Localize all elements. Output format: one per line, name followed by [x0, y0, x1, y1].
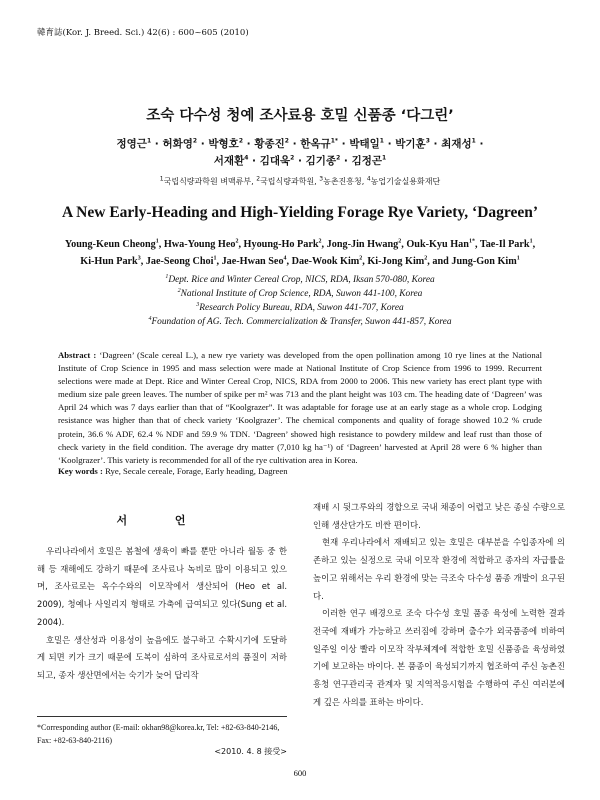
author-affiliation-mark: 2 [192, 137, 198, 145]
author-name: 김기종 [305, 155, 337, 167]
english-title: A New Early-Heading and High-Yielding Forage Rye Variety, ‘Dagreen’ [61, 204, 539, 221]
english-authors-line-1: Young-Keun Cheong$^1$, Hwa-Young Heo$^2$, Hyoung-Ho Park$^2$, Jong-Jin Hwang$^2$, Ouk-Kyu Han$^{1*}$, Tae-Il Park$^1$, [64, 238, 536, 250]
keywords-text: Rye, Secale cereale, Forage, Early heading, Dagreen [105, 466, 288, 476]
affiliation-line [0, 315, 600, 329]
english-authors [40, 236, 560, 270]
author-name: 박태일 [349, 138, 380, 150]
received-date: <2010. 4. 8 接受> [214, 747, 287, 756]
affiliation-name: 농업기술실용화재단 [370, 177, 441, 186]
author-name: 정영근 [116, 138, 147, 150]
author-affiliation-mark: 2 [238, 137, 244, 145]
author-name: Hwa-Young Heo [163, 239, 236, 250]
left-column [37, 499, 287, 685]
affiliation-name: 국립식량과학원, [260, 177, 320, 186]
abstract-text: ‘Dagreen’ (Scale cereal L.), a new rye variety was developed from the open pollination among 10 rye lines at the National Institute of Crop Science in 1995 and mass selection were made at National Institute of Crop Science from 1996 to 1999. Recurrent selections were made at Dept. Rice and Winter Cereal Crop, NICS, RDA from 2000 to 2006. This new variety has erect plant type with medium size pale green leaves. The number of spike per m² was 713 and the plant height was 103 cm. The heading date of ‘Dagreen’ was April 24 which was 7 days earlier than that of “Koolgrazer”. It was adaptable for forage use at an early stage as a whole crop. Lodging resistance was higher than that of check variety ‘Koolgrazer’. The chemical components and quality of forage showed 10.2 % crude protein, 36.6 % ADF, 62.4 % NDF and 59.9 % TDN. ‘Dagreen’ showed high resistance to powdery mildew and leaf rust than those of check variety in the field condition. The average dry matter (7,010 kg ha⁻¹) of ‘Dagreen’ harvested at April 28 were 6 % higher than ‘Koolgrazer’. This variety is recommended for all of the rye cultivation area in Korea. [58, 350, 542, 465]
journal-citation: 韓育誌(Kor. J. Breed. Sci.) 42(6) : 600~605 (2010) [37, 28, 249, 38]
author-name: Ki-Jong Kim [367, 256, 425, 267]
author-affiliation-mark: 2 [284, 137, 289, 145]
author-affiliation-mark: 1 [155, 238, 159, 245]
author-name: 박형호 [208, 138, 239, 150]
affiliation-mark: 2 [256, 175, 261, 183]
korean-authors [60, 136, 540, 170]
author-affiliation-mark: 1 [382, 154, 387, 162]
author-name: 김대욱 [259, 155, 291, 167]
author-name: 황종진 [254, 138, 285, 150]
keywords [58, 466, 542, 476]
left-paragraph-2: 호밀은 생산성과 이용성이 높음에도 불구하고 수확시기에 도달하게 되면 키가 크기 때문에 도복이 심하여 조사료로서의 품질이 저하되고, 종자 생산면에서는 숙기가 늦어 답리작 [37, 634, 287, 680]
english-affiliations [0, 273, 600, 329]
author-name: Jung-Gon Kim [451, 256, 517, 267]
affiliation-mark: 4 [148, 315, 152, 322]
affiliation-line [0, 301, 600, 315]
affiliation-line [0, 287, 600, 301]
affiliation-line [0, 273, 600, 287]
affiliation-mark: 4 [366, 175, 371, 183]
author-affiliation-mark: 1 [516, 255, 520, 262]
author-name: Ouk-Kyu Han [406, 239, 469, 250]
author-name: Young-Keun Cheong [64, 239, 156, 250]
author-name: 서재환 [213, 155, 245, 167]
affiliation-name: Dept. Rice and Winter Cereal Crop, NICS, RDA, Iksan 570-080, Korea [168, 275, 435, 285]
right-paragraph-3: 이러한 연구 배경으로 조숙 다수성 호밀 품종 육성에 노력한 결과 전국에 재배가 가능하고 쓰러짐에 강하며 출수가 외국품종에 비하여 일주일 이상 빨라 이모작 작부체계에 적합한 호밀 신품종을 육성하였기에 보고하는 바이다. 본 품종이 육성되기까지 협조하여 주신 농촌진흥청 연구관리국 관계자 및 지역적응시험을 수행하여 주신 여러분에게 깊은 사의를 표하는 바이다. [313, 608, 565, 707]
author-name: 박기훈 [395, 138, 426, 150]
left-paragraph-1: 우리나라에서 호밀은 봄철에 생육이 빠를 뿐만 아니라 월동 중 한해 등 재해에도 강하기 때문에 조사료나 녹비로 많이 이용되고 있으며, 조사료로는 옥수수와의 이모작에서 생산되어 (Heo et al. 2009), 청예나 사일리지 형태로 가축에 급여되고 있다(Sung et al. 2004). [37, 546, 287, 627]
author-affiliation-mark: 3 [137, 255, 141, 262]
korean-authors-line-1: 정영근$^1$ · 허화영$^2$ · 박형호$^2$ · 황종진$^2$ · 한옥규$^{1*}$ · 박태일$^1$ · 박기훈$^3$ · 최재성$^1$ · [116, 137, 484, 150]
affiliation-mark: 3 [319, 175, 324, 183]
author-affiliation-mark: 1 [379, 137, 384, 145]
korean-affiliations [0, 176, 600, 187]
footnote-divider [37, 716, 287, 717]
author-affiliation-mark: 4 [283, 255, 287, 262]
author-affiliation-mark: 1 [146, 137, 152, 145]
author-affiliation-mark: 1 [529, 238, 533, 245]
right-column [313, 499, 565, 711]
korean-authors-line-2: 서재환$^4$ · 김대욱$^2$ · 김기종$^2$ · 김정곤$^1$ [213, 154, 387, 167]
author-affiliation-mark: 2 [336, 154, 341, 162]
affiliation-name: Foundation of AG. Tech. Commercialization & Transfer, Suwon 441-857, Korea [151, 317, 452, 327]
affiliation-mark: 1 [159, 175, 164, 183]
author-affiliation-mark: 2 [398, 238, 402, 245]
affiliation-name: National Institute of Crop Science, RDA, Suwon 441-100, Korea [180, 289, 423, 299]
author-name: Dae-Wook Kim [291, 256, 360, 267]
author-affiliation-mark: 2 [318, 238, 322, 245]
affiliation-mark: 3 [196, 301, 200, 308]
author-affiliation-mark: 1 [471, 137, 476, 145]
author-name: Ki-Hun Park [80, 256, 138, 267]
author-name: Jong-Jin Hwang [326, 239, 399, 250]
author-affiliation-mark: 2 [290, 154, 295, 162]
abstract [58, 349, 542, 467]
author-name: 허화영 [162, 138, 193, 150]
right-paragraph-1: 재배 시 뒷그루와의 경합으로 국내 채종이 어렵고 낮은 종실 수량으로 인해 생산단가도 비싼 편이다. [313, 502, 565, 530]
affiliation-mark: 2 [177, 287, 181, 294]
affiliation-mark: 1 [165, 273, 169, 280]
right-paragraph-2: 현재 우리나라에서 재배되고 있는 호밀은 대부분을 수입종자에 의존하고 있는 실정으로 국내 이모작 환경에 적합하고 종자의 자급률을 높이고 위해서는 우리 환경에 맞는 극조숙 다수성 품종 개발이 요구된다. [313, 537, 565, 601]
affiliation-name: 농촌진흥청, [323, 177, 367, 186]
author-affiliation-mark: 1* [330, 137, 339, 145]
author-name: Jae-Hwan Seo [221, 256, 284, 267]
keywords-label: Key words : [58, 466, 103, 476]
author-affiliation-mark: 2 [235, 238, 239, 245]
author-name: Hyoung-Ho Park [243, 239, 319, 250]
english-authors-line-2: Ki-Hun Park$^3$, Jae-Seong Choi$^1$, Jae-Hwan Seo$^4$, Dae-Wook Kim$^2$, Ki-Jong Kim$^2$, and Jung-Gon Kim$^1$ [80, 255, 520, 267]
author-affiliation-mark: 4 [244, 154, 249, 162]
section-heading-introduction: 서 언 [116, 514, 208, 527]
author-name: 한옥규 [300, 138, 331, 150]
author-name: 최재성 [441, 138, 472, 150]
author-affiliation-mark: 1 [213, 255, 217, 262]
author-affiliation-mark: 2 [359, 255, 363, 262]
page-number: 600 [293, 768, 307, 778]
author-affiliation-mark: 3 [425, 137, 430, 145]
author-name: 김정곤 [351, 155, 383, 167]
abstract-label: Abstract : [58, 350, 97, 360]
affiliation-name: 국립식량과학원 벼맥류부, [163, 177, 257, 186]
corresponding-author-footnote: *Corresponding author (E-mail: okhan98@korea.kr, Tel: +82-63-840-2146, Fax: +82-63-840-2116) [37, 723, 280, 745]
affiliation-name: Research Policy Bureau, RDA, Suwon 441-707, Korea [199, 303, 404, 313]
author-name: Tae-Il Park [479, 239, 530, 250]
korean-title: 조숙 다수성 청예 조사료용 호밀 신품종 ‘다그린’ [146, 108, 454, 124]
author-name: Jae-Seong Choi [145, 256, 214, 267]
author-affiliation-mark: 2 [424, 255, 428, 262]
author-affiliation-mark: 1* [468, 238, 475, 245]
